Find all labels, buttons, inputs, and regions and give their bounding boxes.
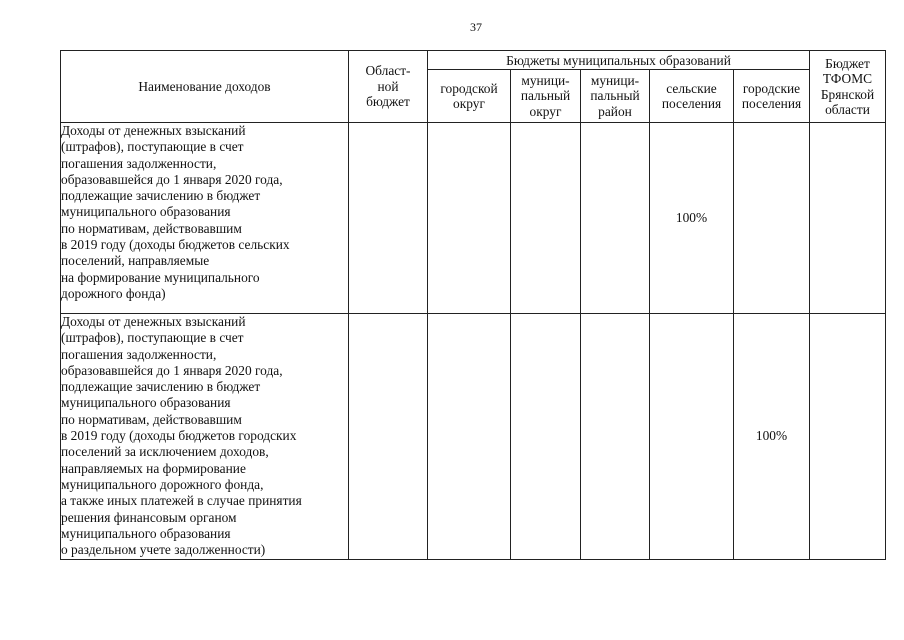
header-tfoms-budget: Бюджет ТФОМС Брянской области [810, 51, 886, 123]
city-district-cell [428, 123, 511, 314]
tfoms-budget-cell [810, 314, 886, 560]
regional-budget-cell [349, 123, 428, 314]
page-number: 37 [470, 20, 482, 34]
header-rural-settlements: сельские поселения [650, 70, 734, 123]
regional-budget-cell [349, 314, 428, 560]
city-district-cell [428, 314, 511, 560]
header-income-name: Наименование доходов [61, 51, 349, 123]
header-row-top [61, 51, 886, 70]
revenue-distribution-table [60, 50, 886, 560]
income-name-cell: Доходы от денежных взысканий (штрафов), поступающие в счет погашения задолженности, образовавшейся до 1 января 2020 года, подлежащие зачислению в бюджет муниципального образования по нормативам, действовавшим в 2019 году (доходы бюджетов сельских поселений, направляемые на формирование муниципального дорожного фонда) [61, 123, 349, 314]
table-row [61, 123, 886, 314]
municipal-okrug-cell [511, 123, 581, 314]
municipal-rayon-cell [581, 314, 650, 560]
rural-settlements-cell: 100% [650, 123, 734, 314]
tfoms-budget-cell [810, 123, 886, 314]
urban-settlements-cell [734, 123, 810, 314]
municipal-rayon-cell [581, 123, 650, 314]
header-regional-budget: Област- ной бюджет [349, 51, 428, 123]
municipal-okrug-cell [511, 314, 581, 560]
header-urban-settlements: городские поселения [734, 70, 810, 123]
header-municipal-okrug: муници- пальный округ [511, 70, 581, 123]
rural-settlements-cell [650, 314, 734, 560]
urban-settlements-cell: 100% [734, 314, 810, 560]
header-city-district: городской округ [428, 70, 511, 123]
header-municipal-rayon: муници- пальный район [581, 70, 650, 123]
income-name-cell: Доходы от денежных взысканий (штрафов), поступающие в счет погашения задолженности, образовавшейся до 1 января 2020 года, подлежащие зачислению в бюджет муниципального образования по нормативам, действовавшим в 2019 году (доходы бюджетов городских поселений за исключением доходов, направляемых на формирование муниципального дорожного фонда, а также иных платежей в случае принятия решения финансовым органом муниципального образования о раздельном учете задолженности) [61, 314, 349, 560]
table-row [61, 314, 886, 560]
header-municipal-budgets: Бюджеты муниципальных образований [428, 51, 810, 70]
